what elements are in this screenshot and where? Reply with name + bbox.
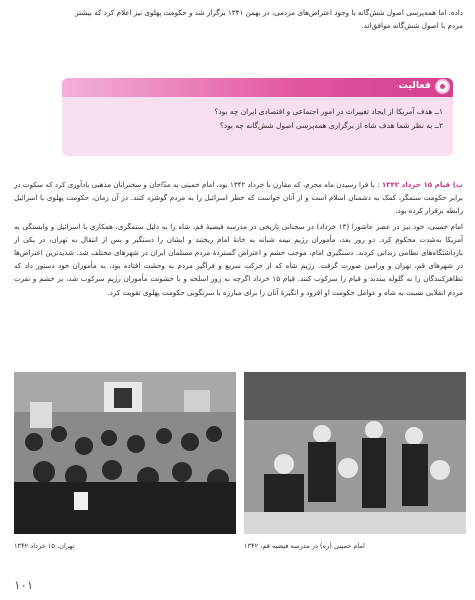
- section-paragraph-1: [14, 178, 463, 218]
- khomeini-photo-caption: امام خمینی (ره) در مدرسه فیضیه قم، ۱۳۴۲: [244, 542, 365, 550]
- activity-questions: [72, 105, 443, 133]
- activity-title: فعالیت: [398, 80, 431, 91]
- protest-photo: [14, 372, 236, 534]
- section-heading: ب) قیام ۱۵ خرداد ۱۳۴۲: [381, 180, 463, 189]
- bullet-circle-icon: [437, 81, 448, 92]
- activity-question-1: ۱ــ هدف آمریکا از ایجاد تغییرات در امور اجتماعی و اقتصادی ایران چه بود؟: [214, 107, 443, 116]
- section-body: [14, 178, 463, 301]
- activity-question-2: ۲ــ به نظر شما هدف شاه از برگزاری همه‌پرسی اصول شش‌گانه چه بود؟: [219, 121, 443, 130]
- khomeini-faiziyeh-photo: [244, 372, 466, 534]
- protest-photo-caption: تهران، ۱۵ خرداد ۱۳۴۲: [14, 542, 75, 550]
- section-paragraph-2: امام خمینی، خود نیز در عصر عاشورا (۱۳ خرداد) در سخنانی تاریخی در مدرسه فیضیهٔ قم، شاه را به دلیل ستمگری، همکاری با اسرائیل و وابستگی به آمریکا به‌شدت محکوم کرد. دو روز بعد، مأموران رژیم نیمه شبانه به خانهٔ امام ریختند و ایشان را دستگیر و پس از انتقال به تهران، در یکی از بازداشتگاه‌های نظامی زندانی کردند. دستگیری امام، موجب خشم و اعتراض گستردهٔ مردم مسلمان ایران در شهرهای مختلف شد. شدیدترین اعتراض‌ها در شهرهای قم، تهران و ورامین صورت گرفت. رژیم شاه که از حرکت سریع و فراگیر مردم به وحشت افتاده بود، به مأموران خود دستور داد که تظاهرکنندگان را به گلوله ببندند و قیام را سرکوب کنند. قیام ۱۵ خرداد اگرچه به زور اسلحه و با خشونت مأموران رژیم سرکوب شد، بر خشم و نفرت مردم انقلابی نسبت به شاه و عوامل حکومت او افزود و انگیزهٔ آنان را برای مبارزه با سرنگونی حکومت پهلوی تقویت کرد.: [14, 221, 463, 297]
- page-number: ۱۰۱: [14, 578, 34, 592]
- activity-header: [62, 78, 453, 97]
- intro-line-2: مردم با اصول شش‌گانه موافق‌اند.: [361, 21, 463, 30]
- intro-line-1: داده. اما همه‌پرسی اصول شش‌گانه با وجود اعتراض‌های مردمی، در بهمن ۱۳۴۱ برگزار شد و حکومت پهلوی نیز اعلام کرد که بیشتر: [75, 8, 463, 17]
- activity-box: [62, 78, 453, 156]
- section-paragraph-1-text: : با فرا رسیدن ماه محرم، که مقارن با خرداد ۱۳۴۲ بود، امام خمینی به مدّاحان و سخنرانان مذهبی یادآوری کرد که سکوت در برابر حکومت ستمگر، کمک به دشمنان اسلام است و از آنان خواست که خطر اسرائیل را به مردم گوشزد کنند. در آن زمان، حکومت پهلوی با اسرائیل رابطه برقرار کرده بود.: [14, 180, 463, 216]
- intro-paragraph: [14, 6, 463, 32]
